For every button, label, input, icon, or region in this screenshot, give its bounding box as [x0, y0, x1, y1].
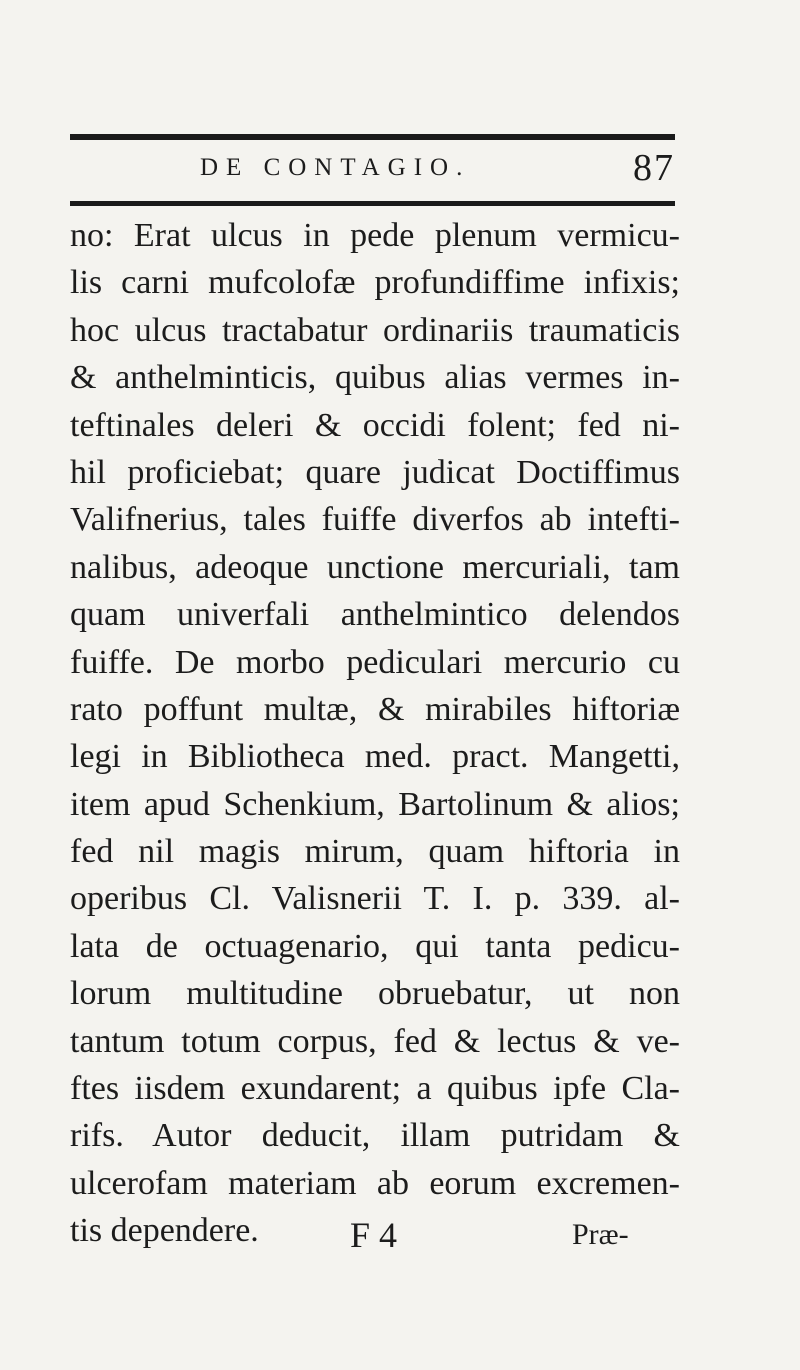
text-line: fuiffe. De morbo pediculari mercurio cu [70, 643, 680, 681]
page-footer [70, 1214, 680, 1264]
text-line: rato poffunt multæ, & mirabiles hiftoriæ [70, 690, 680, 728]
text-line: operibus Cl. Valisnerii T. I. p. 339. al- [70, 880, 680, 918]
running-head [70, 147, 675, 198]
text-line: lata de octuagenario, qui tanta pedicu- [70, 927, 680, 965]
body-text [70, 212, 680, 1255]
text-line: teftinales deleri & occidi folent; fed ni- [70, 406, 680, 444]
signature-mark: F 4 [350, 1215, 398, 1255]
text-line: hoc ulcus tractabatur ordinariis traumaticis [70, 311, 680, 349]
text-line: tantum totum corpus, fed & lectus & ve- [70, 1022, 680, 1060]
text-line: hil proficiebat; quare judicat Doctiffimus [70, 453, 680, 491]
text-line: ftes iisdem exundarent; a quibus ipfe Cla- [70, 1070, 680, 1108]
catchword: Præ- [572, 1218, 629, 1251]
text-line: rifs. Autor deducit, illam putridam & [70, 1117, 680, 1155]
text-line: legi in Bibliotheca med. pract. Mangetti, [70, 738, 680, 776]
header-rule-top [70, 134, 675, 140]
page-number: 87 [633, 147, 675, 189]
text-line: & anthelminticis, quibus alias vermes in- [70, 359, 680, 397]
text-line: fed nil magis mirum, quam hiftoria in [70, 833, 680, 871]
text-line: item apud Schenkium, Bartolinum & alios; [70, 785, 680, 823]
text-line: ulcerofam materiam ab eorum excremen- [70, 1164, 680, 1202]
text-line: Valifnerius, tales fuiffe diverfos ab intefti- [70, 501, 680, 539]
text-line: lis carni mufcolofæ profundiffime infixis; [70, 264, 680, 302]
text-line: no: Erat ulcus in pede plenum vermicu- [70, 217, 680, 254]
text-line: nalibus, adeoque unctione mercuriali, tam [70, 548, 680, 586]
running-head-title: DE CONTAGIO. [200, 154, 471, 181]
header-rule-bottom [70, 201, 675, 206]
text-line: tis dependere. [70, 1212, 259, 1250]
text-line: quam univerfali anthelmintico delendos [70, 596, 680, 634]
text-line: lorum multitudine obruebatur, ut non [70, 975, 680, 1013]
